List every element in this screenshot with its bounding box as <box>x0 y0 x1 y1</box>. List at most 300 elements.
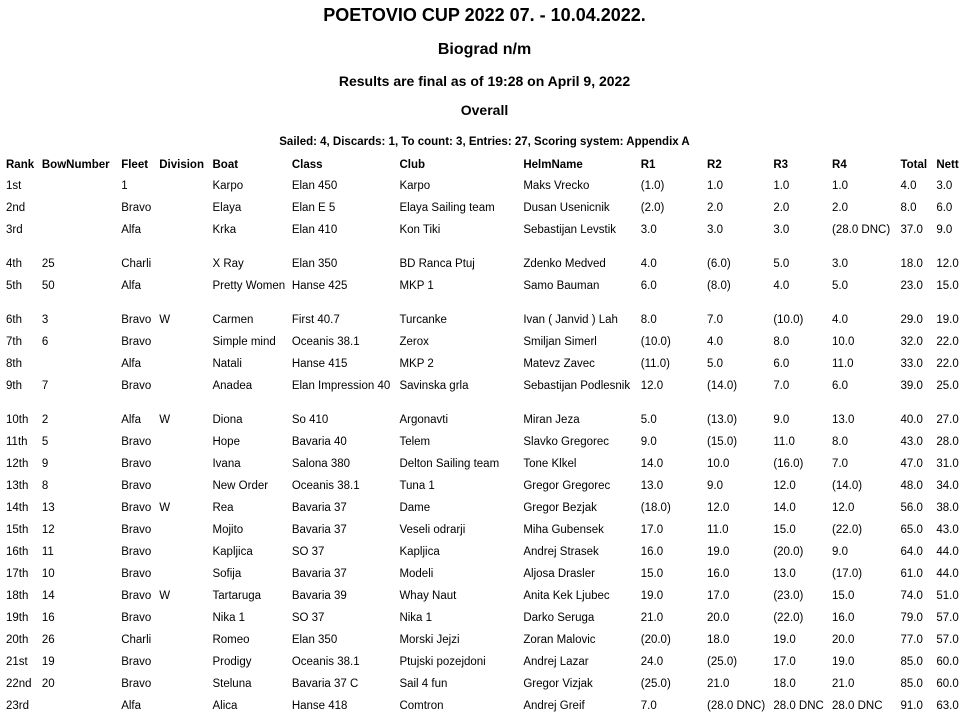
col-header-fleet: Fleet <box>121 159 149 171</box>
cell-total: 39.0 <box>900 380 923 392</box>
cell-total: 65.0 <box>900 524 923 536</box>
cell-total: 61.0 <box>900 568 923 580</box>
cell-total: 74.0 <box>900 590 923 602</box>
cell-nett: 15.0 <box>936 280 959 292</box>
cell-helm-name: Matevz Zavec <box>523 358 595 370</box>
cell-r4: 6.0 <box>832 380 849 392</box>
cell-helm-name: Andrej Strasek <box>523 546 599 558</box>
cell-club: Karpo <box>399 180 431 192</box>
cell-r1: 19.0 <box>640 590 664 602</box>
cell-r1: (11.0) <box>640 358 670 370</box>
cell-r3: 5.0 <box>773 258 790 270</box>
cell-fleet: Alfa <box>121 414 142 426</box>
cell-division <box>156 332 209 354</box>
cell-fleet: Bravo <box>121 656 152 668</box>
cell-helm-name: Slavko Gregorec <box>523 436 609 448</box>
cell-r4: 5.0 <box>832 280 849 292</box>
cell-boat: Romeo <box>212 634 250 646</box>
cell-r4: 9.0 <box>832 546 849 558</box>
table-row <box>3 608 965 630</box>
cell-r1: 21.0 <box>640 612 664 624</box>
cell-helm-name: Gregor Gregorec <box>523 480 611 492</box>
table-row <box>3 254 965 276</box>
cell-r3: 2.0 <box>773 202 790 214</box>
cell-bow-number: 14 <box>41 590 55 602</box>
cell-total: 91.0 <box>900 700 923 712</box>
cell-boat: Kapljica <box>212 546 253 558</box>
cell-r3: 7.0 <box>773 380 790 392</box>
cell-r3: 28.0 DNC <box>773 700 824 712</box>
cell-r4: 12.0 <box>832 502 855 514</box>
cell-division <box>156 520 209 542</box>
cell-r2: (6.0) <box>707 258 731 270</box>
cell-boat: Krka <box>212 224 237 236</box>
cell-nett: 57.0 <box>936 634 959 646</box>
cell-class: SO 37 <box>291 546 325 558</box>
cell-helm-name: Sebastijan Podlesnik <box>523 380 631 392</box>
cell-club: Modeli <box>399 568 434 580</box>
cell-r1: (2.0) <box>640 202 665 214</box>
table-row <box>3 542 965 564</box>
cell-fleet: Bravo <box>121 314 152 326</box>
cell-r2: 5.0 <box>707 358 724 370</box>
cell-class: Bavaria 40 <box>291 436 347 448</box>
cell-class: Bavaria 37 C <box>291 678 359 690</box>
cell-r2: 9.0 <box>707 480 724 492</box>
cell-rank: 16th <box>6 546 29 558</box>
cell-helm-name: Ivan ( Janvid ) Lah <box>523 314 618 326</box>
cell-bow-number: 11 <box>41 546 54 558</box>
results-body <box>3 176 965 726</box>
cell-class: First 40.7 <box>291 314 340 326</box>
cell-helm-name: Tone Klkel <box>523 458 577 470</box>
cell-division <box>156 630 209 652</box>
cell-class: Salona 380 <box>291 458 351 470</box>
cell-club: Whay Naut <box>399 590 457 602</box>
cell-total: 4.0 <box>900 180 917 192</box>
cell-rank: 20th <box>6 634 29 646</box>
cell-r4: 7.0 <box>832 458 849 470</box>
cell-fleet: Bravo <box>121 612 152 624</box>
cell-club: Delton Sailing team <box>399 458 500 470</box>
col-header-r3: R3 <box>773 159 789 171</box>
cell-total: 23.0 <box>900 280 923 292</box>
col-header-r1: R1 <box>640 159 656 171</box>
cell-r3: 4.0 <box>773 280 790 292</box>
table-row <box>3 454 965 476</box>
cell-r4: (17.0) <box>832 568 863 580</box>
cell-club: Ptujski pozejdoni <box>399 656 486 668</box>
cell-r3: 8.0 <box>773 336 790 348</box>
cell-rank: 22nd <box>6 678 32 690</box>
table-row <box>3 276 965 310</box>
cell-club: Argonavti <box>399 414 449 426</box>
cell-bow-number: 25 <box>41 258 55 270</box>
cell-r4: 15.0 <box>832 590 855 602</box>
cell-fleet: Bravo <box>121 436 152 448</box>
col-header-club: Club <box>399 159 425 171</box>
table-row <box>3 432 965 454</box>
results-table <box>3 154 965 726</box>
cell-rank: 4th <box>6 258 22 270</box>
cell-nett: 22.0 <box>936 336 959 348</box>
cell-nett: 38.0 <box>936 502 959 514</box>
cell-boat: Prodigy <box>212 656 252 668</box>
cell-boat: Natali <box>212 358 242 370</box>
cell-bow-number: 13 <box>41 502 55 514</box>
cell-club: Kon Tiki <box>399 224 441 236</box>
cell-division <box>156 254 209 276</box>
cell-r2: (8.0) <box>707 280 731 292</box>
cell-class: Elan Impression 40 <box>291 380 391 392</box>
cell-boat: Karpo <box>212 180 244 192</box>
venue-heading: Biograd n/m <box>437 41 532 58</box>
cell-rank: 2nd <box>6 202 26 214</box>
cell-r1: (1.0) <box>640 180 665 192</box>
cell-r1: (10.0) <box>640 336 671 348</box>
cell-rank: 3rd <box>6 224 23 236</box>
cell-bow-number: 10 <box>41 568 55 580</box>
cell-division: W <box>159 590 171 602</box>
cell-r1: (20.0) <box>640 634 671 646</box>
cell-r3: 3.0 <box>773 224 790 236</box>
cell-r4: 20.0 <box>832 634 855 646</box>
cell-helm-name: Andrej Greif <box>523 700 585 712</box>
cell-nett: 22.0 <box>936 358 959 370</box>
cell-r2: (13.0) <box>707 414 738 426</box>
cell-bow-number: 16 <box>41 612 55 624</box>
cell-bow-number <box>39 220 118 254</box>
cell-rank: 1st <box>6 180 22 192</box>
cell-r1: 24.0 <box>640 656 664 668</box>
cell-r4: 21.0 <box>832 678 855 690</box>
cell-r4: (14.0) <box>832 480 863 492</box>
cell-club: Kapljica <box>399 546 440 558</box>
cell-fleet: Bravo <box>121 502 152 514</box>
cell-division <box>156 176 209 198</box>
cell-total: 56.0 <box>900 502 923 514</box>
cell-boat: Hope <box>212 436 240 448</box>
header-row <box>3 154 965 176</box>
cell-fleet: Bravo <box>121 336 152 348</box>
cell-club: Telem <box>399 436 431 448</box>
page-title: POETOVIO CUP 2022 07. - 10.04.2022. <box>323 5 646 25</box>
cell-helm-name: Samo Bauman <box>523 280 600 292</box>
cell-nett: 31.0 <box>936 458 959 470</box>
cell-boat: Alica <box>212 700 238 712</box>
cell-club: Savinska grla <box>399 380 469 392</box>
cell-total: 64.0 <box>900 546 923 558</box>
cell-total: 40.0 <box>900 414 923 426</box>
section-heading: Overall <box>460 102 509 118</box>
cell-r1: 16.0 <box>640 546 664 558</box>
table-row <box>3 220 965 254</box>
cell-r3: (10.0) <box>773 314 804 326</box>
cell-nett: 57.0 <box>936 612 959 624</box>
cell-r3: (16.0) <box>773 458 804 470</box>
cell-r4: 13.0 <box>832 414 855 426</box>
cell-rank: 13th <box>6 480 29 492</box>
cell-fleet: Bravo <box>121 678 152 690</box>
cell-club: Nika 1 <box>399 612 433 624</box>
cell-total: 48.0 <box>900 480 923 492</box>
cell-boat: Tartaruga <box>212 590 262 602</box>
cell-club: Dame <box>399 502 431 514</box>
cell-r3: (20.0) <box>773 546 804 558</box>
cell-helm-name: Andrej Lazar <box>523 656 589 668</box>
cell-division <box>156 696 209 726</box>
cell-division: W <box>159 414 171 426</box>
cell-boat: Ivana <box>212 458 241 470</box>
cell-r4: (28.0 DNC) <box>832 224 891 236</box>
cell-nett: 6.0 <box>936 202 953 214</box>
cell-helm-name: Zdenko Medved <box>523 258 606 270</box>
cell-club: Sail 4 fun <box>399 678 448 690</box>
cell-r1: 14.0 <box>640 458 664 470</box>
cell-nett: 9.0 <box>936 224 953 236</box>
cell-r2: 2.0 <box>707 202 724 214</box>
cell-r3: (23.0) <box>773 590 804 602</box>
cell-division <box>156 476 209 498</box>
cell-bow-number: 7 <box>41 380 49 392</box>
table-row <box>3 410 965 432</box>
cell-division <box>156 674 209 696</box>
cell-class: Oceanis 38.1 <box>291 656 360 668</box>
cell-division <box>156 652 209 674</box>
cell-class: Elan 410 <box>291 224 338 236</box>
cell-fleet: Bravo <box>121 202 152 214</box>
cell-helm-name: Zoran Malovic <box>523 634 596 646</box>
col-header-rank: Rank <box>6 159 35 171</box>
cell-club: Elaya Sailing team <box>399 202 495 214</box>
cell-r1: 8.0 <box>640 314 657 326</box>
cell-r2: 11.0 <box>707 524 729 536</box>
cell-club: Morski Jejzi <box>399 634 460 646</box>
cell-r3: 19.0 <box>773 634 796 646</box>
cell-division <box>156 376 209 410</box>
cell-fleet: Charli <box>121 258 152 270</box>
cell-class: Oceanis 38.1 <box>291 480 360 492</box>
cell-division <box>156 276 209 310</box>
cell-nett: 12.0 <box>936 258 959 270</box>
cell-rank: 11th <box>6 436 28 448</box>
cell-helm-name: Aljosa Drasler <box>523 568 595 580</box>
cell-fleet: Bravo <box>121 590 152 602</box>
cell-class: Elan E 5 <box>291 202 336 214</box>
cell-rank: 6th <box>6 314 22 326</box>
cell-fleet: Alfa <box>121 700 142 712</box>
cell-fleet: Bravo <box>121 480 152 492</box>
cell-r3: 9.0 <box>773 414 790 426</box>
cell-rank: 23rd <box>6 700 30 712</box>
cell-r2: 1.0 <box>707 180 724 192</box>
cell-class: Hanse 418 <box>291 700 348 712</box>
cell-nett: 25.0 <box>936 380 959 392</box>
cell-r4: 1.0 <box>832 180 849 192</box>
cell-r4: 19.0 <box>832 656 855 668</box>
cell-r1: (18.0) <box>640 502 671 514</box>
cell-division <box>156 608 209 630</box>
table-row <box>3 564 965 586</box>
cell-helm-name: Maks Vrecko <box>523 180 590 192</box>
cell-r1: 4.0 <box>640 258 657 270</box>
cell-helm-name: Anita Kek Ljubec <box>523 590 610 602</box>
col-header-nett: Nett <box>936 159 959 171</box>
cell-club: Zerox <box>399 336 429 348</box>
cell-r3: 13.0 <box>773 568 796 580</box>
cell-nett: 63.0 <box>936 700 959 712</box>
cell-r2: 4.0 <box>707 336 724 348</box>
table-row <box>3 310 965 332</box>
cell-bow-number: 3 <box>41 314 49 326</box>
cell-r1: 7.0 <box>640 700 657 712</box>
cell-r2: 18.0 <box>707 634 730 646</box>
table-row <box>3 630 965 652</box>
cell-r4: 10.0 <box>832 336 855 348</box>
cell-class: Hanse 425 <box>291 280 348 292</box>
cell-rank: 8th <box>6 358 22 370</box>
cell-boat: New Order <box>212 480 269 492</box>
cell-r4: 3.0 <box>832 258 849 270</box>
cell-nett: 3.0 <box>936 180 953 192</box>
cell-bow-number: 5 <box>41 436 49 448</box>
table-row <box>3 198 965 220</box>
cell-fleet: Alfa <box>121 358 142 370</box>
cell-fleet: Bravo <box>121 524 152 536</box>
table-row <box>3 652 965 674</box>
col-header-bow-number: BowNumber <box>41 159 110 171</box>
cell-rank: 19th <box>6 612 29 624</box>
col-header-total: Total <box>900 159 928 171</box>
cell-rank: 12th <box>6 458 29 470</box>
cell-nett: 51.0 <box>936 590 959 602</box>
cell-r1: 15.0 <box>640 568 664 580</box>
cell-class: Bavaria 37 <box>291 568 347 580</box>
cell-division: W <box>159 502 171 514</box>
cell-bow-number: 2 <box>41 414 49 426</box>
cell-club: Tuna 1 <box>399 480 435 492</box>
cell-bow-number <box>39 696 118 726</box>
cell-boat: Simple mind <box>212 336 276 348</box>
cell-boat: Elaya <box>212 202 242 214</box>
cell-r1: 3.0 <box>640 224 657 236</box>
cell-division <box>156 454 209 476</box>
cell-r4: 8.0 <box>832 436 849 448</box>
cell-bow-number: 26 <box>41 634 55 646</box>
cell-rank: 14th <box>6 502 29 514</box>
cell-r3: 17.0 <box>773 656 796 668</box>
cell-total: 43.0 <box>900 436 923 448</box>
cell-r3: 12.0 <box>773 480 796 492</box>
cell-helm-name: Smiljan Simerl <box>523 336 597 348</box>
cell-helm-name: Sebastijan Levstik <box>523 224 617 236</box>
cell-total: 8.0 <box>900 202 917 214</box>
cell-r3: 15.0 <box>773 524 796 536</box>
cell-bow-number <box>39 198 118 220</box>
cell-r2: 16.0 <box>707 568 730 580</box>
cell-helm-name: Miran Jeza <box>523 414 580 426</box>
cell-r1: 9.0 <box>640 436 657 448</box>
cell-fleet: Alfa <box>121 224 142 236</box>
cell-r2: (28.0 DNC) <box>707 700 766 712</box>
cell-rank: 9th <box>6 380 22 392</box>
cell-boat: Pretty Women <box>212 280 286 292</box>
cell-bow-number: 9 <box>41 458 49 470</box>
cell-total: 79.0 <box>900 612 923 624</box>
cell-r2: (25.0) <box>707 656 738 668</box>
table-row <box>3 586 965 608</box>
cell-class: SO 37 <box>291 612 325 624</box>
col-header-division: Division <box>159 159 204 171</box>
cell-r4: (22.0) <box>832 524 863 536</box>
cell-helm-name: Darko Seruga <box>523 612 595 624</box>
cell-rank: 5th <box>6 280 22 292</box>
cell-division <box>156 220 209 254</box>
cell-r4: 28.0 DNC <box>832 700 883 712</box>
cell-rank: 7th <box>6 336 22 348</box>
cell-boat: Steluna <box>212 678 252 690</box>
cell-nett: 60.0 <box>936 656 959 668</box>
cell-division: W <box>159 314 171 326</box>
cell-nett: 19.0 <box>936 314 959 326</box>
cell-class: Elan 350 <box>291 258 338 270</box>
cell-r2: 10.0 <box>707 458 730 470</box>
cell-rank: 17th <box>6 568 29 580</box>
cell-fleet: Bravo <box>121 458 152 470</box>
cell-r3: (22.0) <box>773 612 804 624</box>
cell-helm-name: Dusan Usenicnik <box>523 202 610 214</box>
cell-total: 32.0 <box>900 336 923 348</box>
cell-nett: 44.0 <box>936 546 959 558</box>
series-summary: Sailed: 4, Discards: 1, To count: 3, Entries: 27, Scoring system: Appendix A <box>279 136 690 148</box>
cell-nett: 60.0 <box>936 678 959 690</box>
cell-nett: 28.0 <box>936 436 959 448</box>
cell-total: 47.0 <box>900 458 923 470</box>
col-header-r4: R4 <box>832 159 847 171</box>
cell-helm-name: Gregor Vizjak <box>523 678 593 690</box>
table-row <box>3 176 965 198</box>
cell-fleet: Charli <box>121 634 152 646</box>
cell-club: Comtron <box>399 700 444 712</box>
cell-boat: Rea <box>212 502 234 514</box>
cell-club: MKP 2 <box>399 358 434 370</box>
cell-r3: 18.0 <box>773 678 796 690</box>
col-header-r2: R2 <box>707 159 722 171</box>
cell-r1: 5.0 <box>640 414 657 426</box>
cell-nett: 44.0 <box>936 568 959 580</box>
cell-r2: 7.0 <box>707 314 724 326</box>
col-header-helm-name: HelmName <box>523 159 583 171</box>
table-row <box>3 696 965 726</box>
cell-division <box>156 564 209 586</box>
cell-class: Elan 450 <box>291 180 338 192</box>
cell-fleet: Bravo <box>121 546 152 558</box>
cell-boat: Anadea <box>212 380 253 392</box>
cell-r2: 20.0 <box>707 612 730 624</box>
cell-r3: 11.0 <box>773 436 795 448</box>
cell-r2: (15.0) <box>707 436 738 448</box>
table-row <box>3 376 965 410</box>
cell-division <box>156 354 209 376</box>
cell-fleet: 1 <box>121 180 128 192</box>
cell-club: Veseli odrarji <box>399 524 466 536</box>
cell-r1: (25.0) <box>640 678 671 690</box>
cell-boat: Mojito <box>212 524 244 536</box>
cell-r3: 14.0 <box>773 502 796 514</box>
cell-nett: 27.0 <box>936 414 959 426</box>
cell-class: Bavaria 39 <box>291 590 347 602</box>
cell-nett: 43.0 <box>936 524 959 536</box>
